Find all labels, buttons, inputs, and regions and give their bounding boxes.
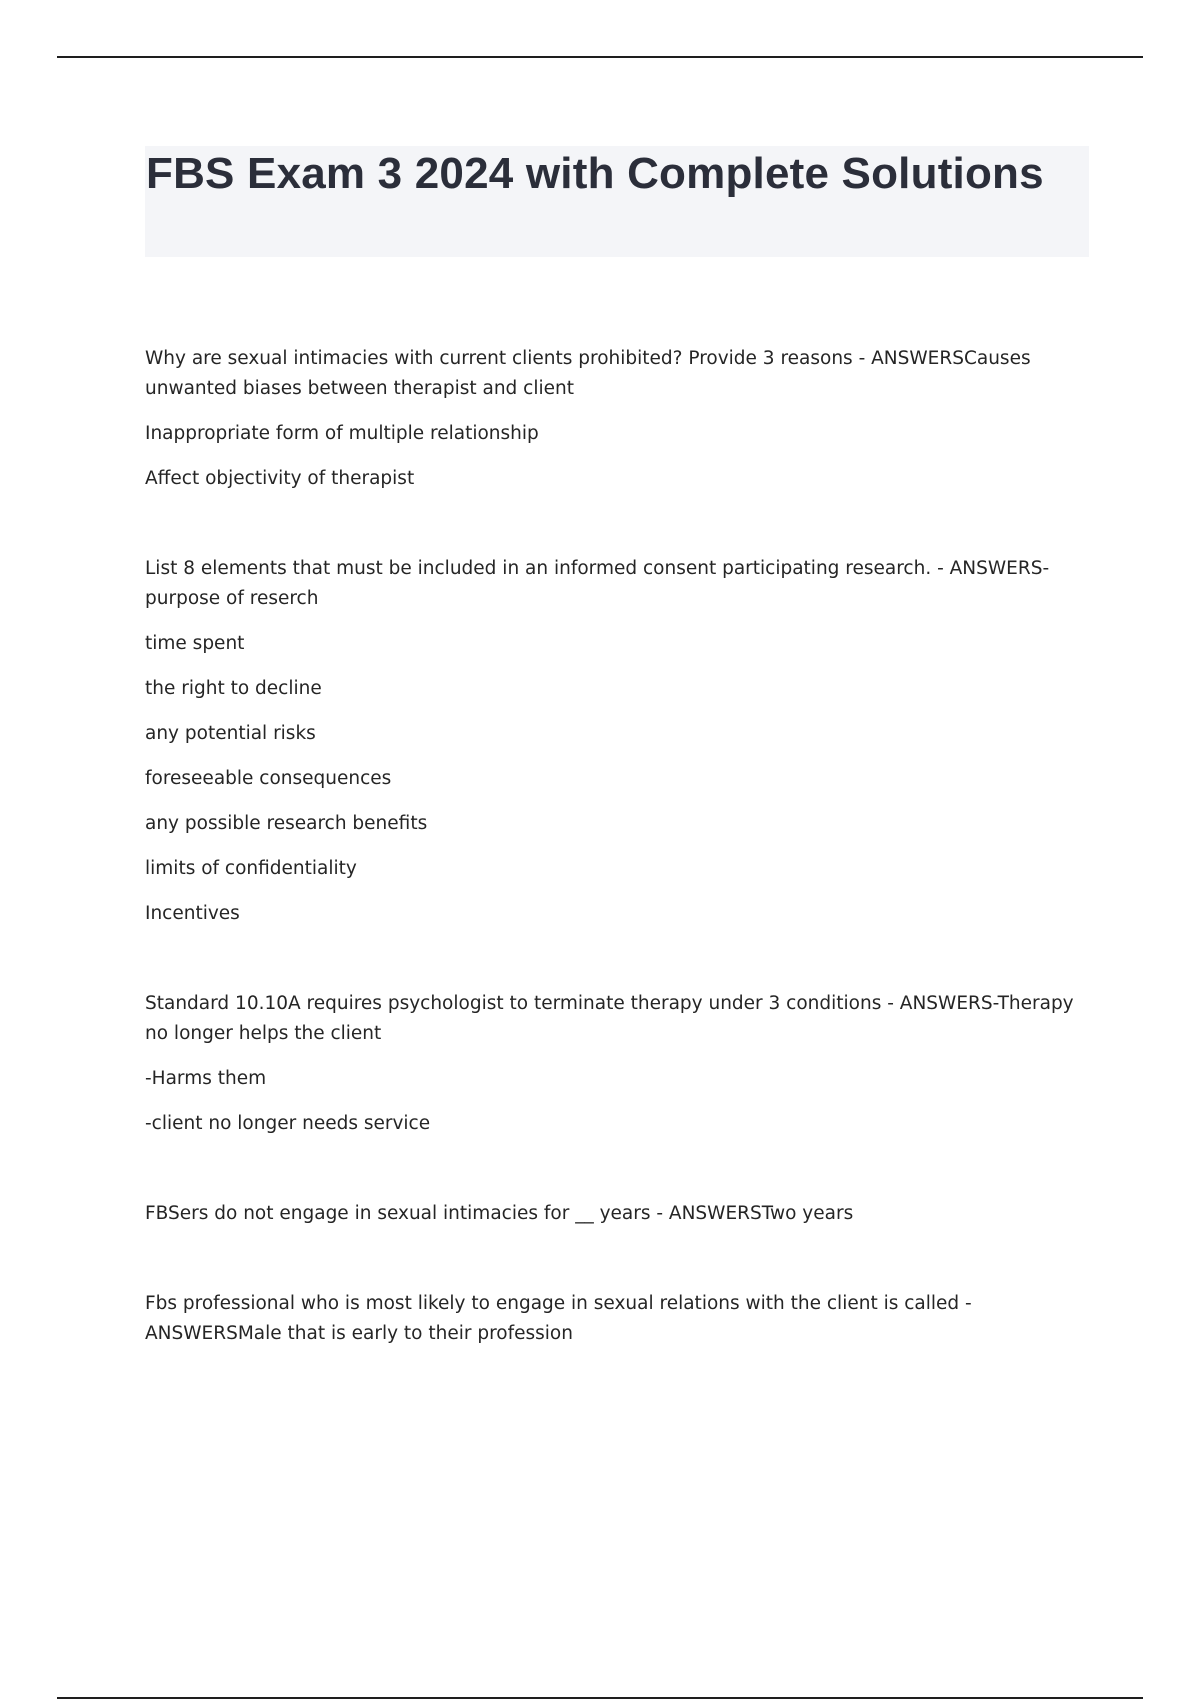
- qa-item-1: [145, 344, 1089, 494]
- qa-item-5: [145, 1289, 1089, 1349]
- answer-line: any potential risks: [145, 723, 316, 744]
- answer-line: any possible research benefits: [145, 813, 428, 834]
- document-title: FBS Exam 3 2024 with Complete Solutions: [146, 149, 1044, 198]
- question-answer: Why are sexual intimacies with current clients prohibited? Provide 3 reasons - ANSWERSCauses unwanted biases between therapist and client: [145, 348, 1031, 399]
- answer-line: -client no longer needs service: [145, 1113, 431, 1134]
- question-answer: FBSers do not engage in sexual intimacies for __ years - ANSWERSTwo years: [145, 1203, 854, 1224]
- qa-item-3: [145, 989, 1089, 1139]
- answer-line: limits of confidentiality: [145, 858, 357, 879]
- qa-item-4: [145, 1199, 1089, 1229]
- answer-line: foreseeable consequences: [145, 768, 392, 789]
- top-divider: [57, 56, 1143, 58]
- title-banner: [145, 146, 1089, 257]
- question-answer: Standard 10.10A requires psychologist to terminate therapy under 3 conditions - ANSWERS-Therapy no longer helps the client: [145, 993, 1074, 1044]
- answer-line: the right to decline: [145, 678, 322, 699]
- qa-item-2: [145, 554, 1089, 929]
- bottom-divider: [57, 1697, 1143, 1699]
- document-body: [145, 344, 1089, 1409]
- question-answer: List 8 elements that must be included in an informed consent participating research. - ANSWERS-purpose of reserch: [145, 558, 1050, 609]
- question-answer: Fbs professional who is most likely to engage in sexual relations with the client is called - ANSWERSMale that is early to their profession: [145, 1293, 972, 1344]
- answer-line: Affect objectivity of therapist: [145, 468, 415, 489]
- answer-line: Incentives: [145, 903, 240, 924]
- answer-line: time spent: [145, 633, 245, 654]
- answer-line: Inappropriate form of multiple relationship: [145, 423, 539, 444]
- answer-line: -Harms them: [145, 1068, 267, 1089]
